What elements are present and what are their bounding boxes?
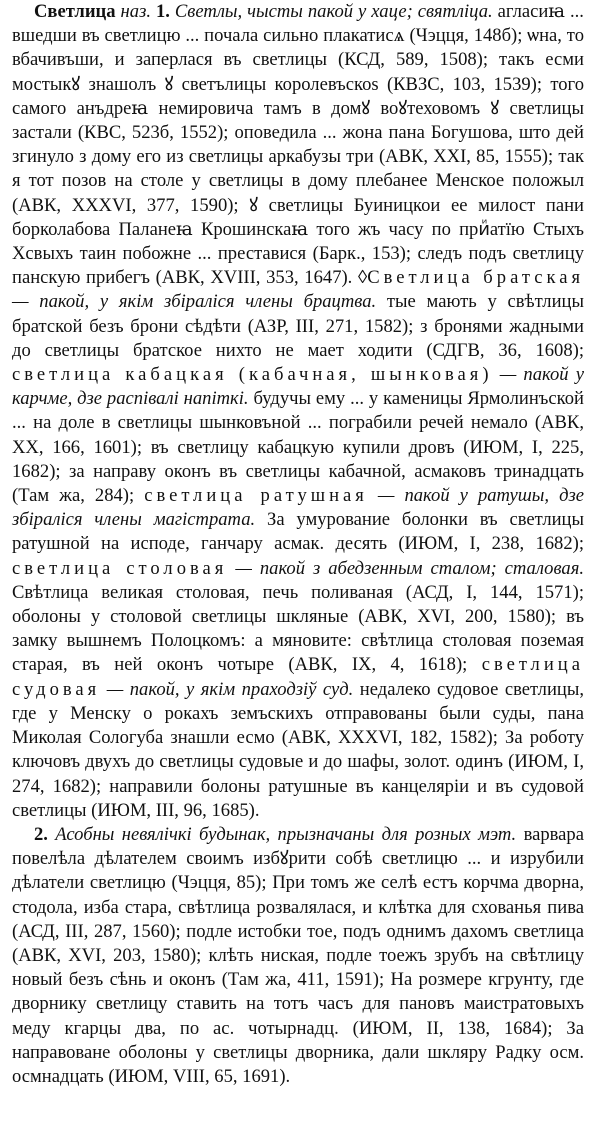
subentry-term-sudovaya: светлица судовая [12,654,584,700]
subentry-marker: ◊ [358,267,368,289]
subentry-term-bratskaya: Светлица братская [367,267,584,289]
sense-number-2: 2. [34,823,48,845]
subentry-def-ratushnaya: — пакой у ратушы, дзе збіраліся члены магістрата. [12,485,584,531]
grammar-label: наз. [120,1,151,22]
subentry-cit-sudovaya: недалеко судовое светлицы, где у Менску о рокахъ земъскихъ отправованы были суды, пана Миколая Сологуба знашли есмо (АВК, XXXVI, 182, 1582); За роботу ключовъ двухъ до светлицы судовые и до шафы, золот. одинъ (ИЮМ, I, 274, 1682); направили болоны ратушные въ канцеляріи и въ судовой светлицы (ИЮМ, III, 96, 1685). [12,678,584,821]
sense-number-1: 1. [155,1,170,22]
headword: Светлица [34,1,116,22]
entry-sense-1 [12,0,584,823]
sense-1-citations: аглаcиꙗ ... вшедши въ светлицю ... почала сильно плакатисѧ (Чэцця, 148б); ѡна, то вбачивъши, и заперлася въ светлицы (КСД, 589, 1508); такъ есми мостыкꙋ знашолъ ꙋ светълицы королевъскоѕ (КВЗС, 103, 1539); того самого анъдреꙗ немировича тамъ в домꙋ воꙋтеховомъ ꙋ светлицы застали (КВС, 523б, 1552); оповедила ... жона пана Богушова, што дей згинуло з дому его из светлицы аркабузы три (АВК, XXI, 85, 1555); так я тот позов на столе у светлицы в дому плебанее Менское положыл (АВК, XXXVI, 377, 1590); ꙋ светлицы Буиницкои ее милост пани борколабова Паланеꙗ Крошинскаꙗ того жъ часу по приꙵатїю Стыхъ Хсвыхъ таин побожне ... преставися (Барк., 153); следъ подъ светлицу панскую прибегъ (АВК, XVIII, 353, 1647). [12,1,584,289]
subentry-def-sudovaya: — пакой, у якім праходзіў суд. [106,678,354,700]
subentry-def-bratskaya: — пакой, у якім збіраліся члены брацтва. [12,291,377,313]
subentry-def-stolovaya: — пакой з абедзенным сталом; сталовая. [235,557,584,579]
subentry-term-stolovaya: светлица столовая [12,557,228,579]
subentry-term-kabatskaya: светлица кабацкая (кабачная, шынковая) [12,364,493,386]
sense-1-definition: Светлы, чысты пакой у хаце; святліца. [174,1,493,22]
subentry-term-ratushnaya: светлица ратушная [144,485,368,507]
subentry-cit-ratushnaya: За умурование болонки въ светлицы ратушной на исподе, ганчару асмак. десять (ИЮМ, I, 238, 1682); [12,509,584,555]
subentry-cit-stolovaya: Свѣтлица великая столовая, печь поливаная (АСД, I, 144, 1571); оболоны у столовой светлицы шкляные (АВК, XVI, 200, 1580); въ замку вышнемъ Полоцкомъ: а мяновите: свѣтлица столовая поземая старая, въ ней оконъ чотыре (АВК, IX, 4, 1618); [12,581,584,676]
sense-2-definition: Асобны невялічкі будынак, прызначаны для розных мэт. [55,823,517,845]
subentry-def-kabatskaya: — пакой у карчме, дзе распівалі напіткі. [12,364,584,410]
subentry-cit-bratskaya: тые мають у свѣтлицы братской безъ брони сѣдѣти (АЗР, III, 271, 1582); з бронями жадными до светлицы братское нихто не мает ходити (СДГВ, 36, 1608); [12,291,584,361]
subentry-cit-kabatskaya: будучы ему ... у каменицы Ярмолинъской ... на доле в светлицы шынковъной ... пограбили речей немало (АВК, XX, 166, 1601); въ светлицу кабацкую купили дровъ (ИЮМ, I, 225, 1682); за направу оконъ въ светлицы кабачной, асмаковъ тринадцать (Там жа, 284); [12,388,584,507]
sense-2-citations: варвара повелѣла дѣлателем своимъ избꙋрити собѣ светлицю ... и изрубили дѣлатели светлицю (Чэцця, 85); При томъ же селѣ естъ корчма дворна, стодола, изба стара, свѣтлица розвалялася, и клѣтка для схованья пива (АСД, III, 287, 1560); подле истобки тое, подъ однимъ дахомъ светлица (АВК, XVI, 203, 1580); клѣть ниская, подле тоежъ зрубъ на свѣтлицу новый безъ сѣнь и оконъ (Там жа, 411, 1591); На розмере кгрунту, где дворнику светлицу ставить на тотъ часъ для пановъ маистратовыхъ меду кгарцы два, по ас. чотырнадц. (ИЮМ, II, 138, 1684); За направоване оболоны у светлицы дворника, дали шкляру Радку осм. осмнадцать (ИЮМ, VIII, 65, 1691). [12,823,584,1087]
entry-sense-2 [12,823,584,1089]
